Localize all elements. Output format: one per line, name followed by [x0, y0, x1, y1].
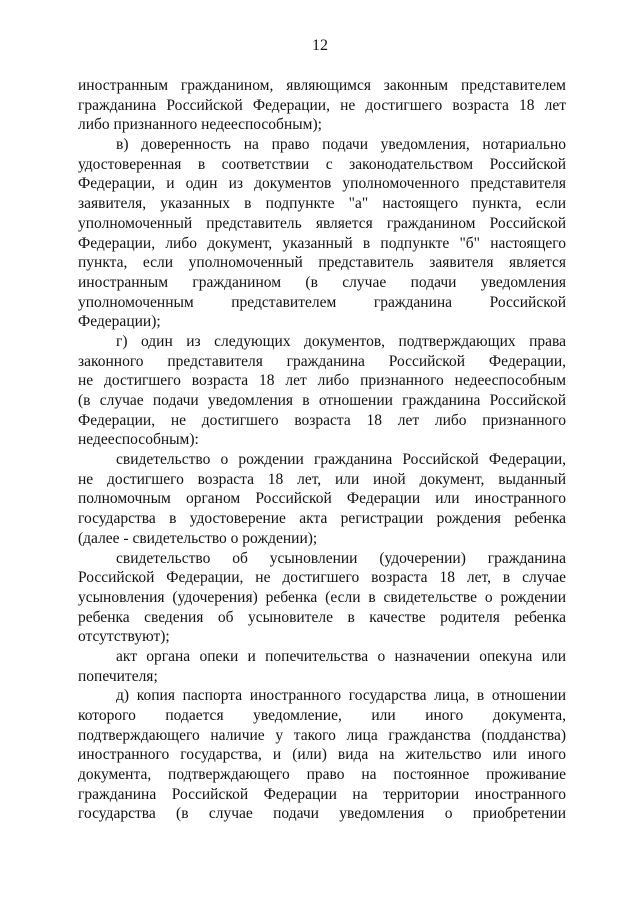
- text-line: подтверждающего наличие у такого лица гражданства (подданства): [78, 726, 566, 744]
- text-line: которого подается уведомление, или иного документа,: [78, 707, 566, 724]
- text-line: Российской Федерации, не достигшего возраста 18 лет, в случае: [78, 569, 566, 587]
- text-line: уполномоченным представителем гражданина Российской: [78, 293, 566, 311]
- text-line: недееспособным):: [78, 431, 199, 449]
- text-line: Федерации);: [78, 313, 161, 331]
- text-line: в) доверенность на право подачи уведомления, нотариально: [116, 136, 566, 154]
- text-line: Федерации, не достигшего возраста 18 лет либо признанного: [78, 411, 566, 429]
- text-line: не достигшего возраста 18 лет, или иной документ, выданный: [78, 470, 566, 488]
- text-line: попечителя;: [78, 667, 158, 685]
- text-line: усыновления (удочерения) ребенка (если в свидетельстве о рождении: [78, 588, 566, 606]
- text-line: либо признанного недееспособным);: [78, 116, 322, 134]
- text-line: (в случае подачи уведомления в отношении гражданина Российской: [78, 392, 566, 409]
- text-line: д) копия паспорта иностранного государства лица, в отношении: [116, 687, 566, 705]
- text-line: государства (в случае подачи уведомления о приобретении: [78, 805, 566, 823]
- text-line: удостоверенная в соответствии с законодательством Российской: [78, 155, 566, 173]
- page-number: 12: [312, 37, 328, 54]
- text-line: акт органа опеки и попечительства о назначении опекуна или: [116, 647, 566, 665]
- text-line: государства в удостоверение акта регистрации рождения ребенка: [78, 510, 566, 528]
- text-line: гражданина Российской Федерации, не достигшего возраста 18 лет: [78, 96, 566, 114]
- text-line: гражданина Российской Федерации на территории иностранного: [78, 785, 566, 803]
- text-line: иностранным гражданином, являющимся законным представителем: [78, 77, 566, 94]
- document-body: [78, 76, 566, 824]
- text-line: г) один из следующих документов, подтверждающих права: [116, 332, 566, 350]
- text-line: иностранным гражданином (в случае подачи уведомления: [78, 273, 566, 291]
- text-line: иностранного государства, и (или) вида на жительство или иного: [78, 746, 566, 764]
- text-line: законного представителя гражданина Российской Федерации,: [78, 352, 566, 370]
- text-line: Федерации, и один из документов уполномоченного представителя: [78, 175, 566, 193]
- text-line: свидетельство об усыновлении (удочерении) гражданина: [116, 549, 566, 567]
- text-line: ребенка сведения об усыновителе в качестве родителя ребенка: [78, 608, 566, 626]
- text-line: Федерации, либо документ, указанный в подпункте "б" настоящего: [78, 234, 566, 252]
- text-line: не достигшего возраста 18 лет либо признанного недееспособным: [78, 372, 566, 390]
- text-line: документа, подтверждающего право на постоянное проживание: [78, 766, 566, 784]
- text-line: заявителя, указанных в подпункте "а" настоящего пункта, если: [78, 195, 566, 213]
- text-line: пункта, если уполномоченный представитель заявителя является: [78, 254, 566, 272]
- text-line: полномочным органом Российской Федерации или иностранного: [78, 490, 566, 508]
- text-line: уполномоченный представитель является гражданином Российской: [78, 214, 566, 232]
- text-line: (далее - свидетельство о рождении);: [78, 529, 318, 547]
- text-line: свидетельство о рождении гражданина Российской Федерации,: [116, 451, 566, 469]
- text-line: отсутствуют);: [78, 628, 170, 646]
